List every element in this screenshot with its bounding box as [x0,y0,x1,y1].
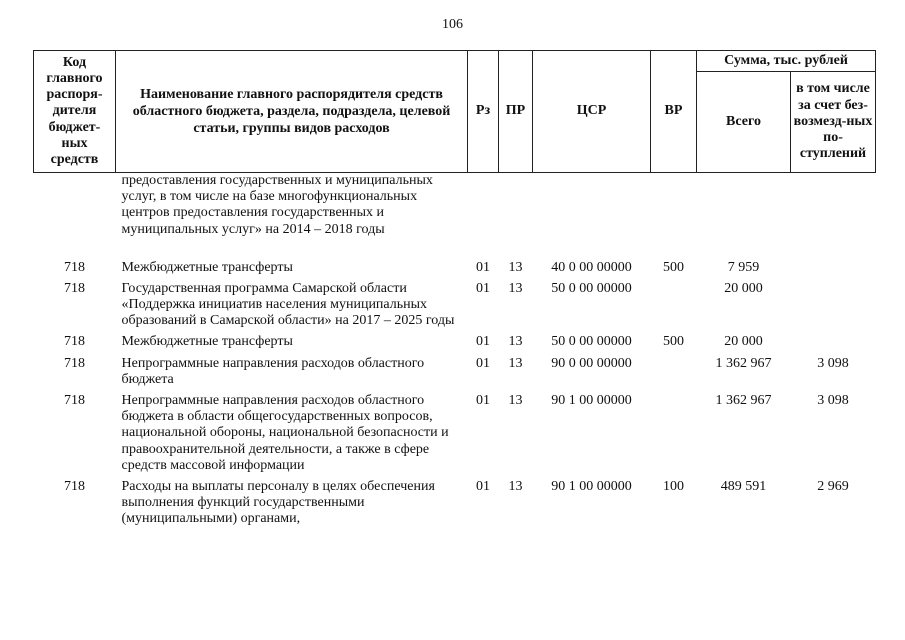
header-name: Наименование главного распорядителя средств областного бюджета, раздела, подраздела, целевой статьи, группы видов расходов [116,51,468,173]
table-row [34,351,876,388]
table-row [34,388,876,474]
header-rz: Рз [468,51,499,173]
cell-pr: 13 [508,259,523,275]
cell-csr: 90 1 00 00000 [551,392,632,408]
cell-name: Государственная программа Самарской области «Поддержка инициатив населения муниципальных образований в Самарской области» на 2017 – 2025 годы [121,280,455,329]
cell-total [697,173,791,255]
table-header [34,51,876,173]
cell-name: Межбюджетные трансферты [121,259,293,275]
cell-grants: 3 098 [817,355,849,371]
cell-csr: 50 0 00 00000 [551,280,632,296]
cell-total: 489 591 [720,478,767,494]
header-total: Всего [697,72,791,173]
table-row [34,255,876,276]
header-csr: ЦСР [533,51,651,173]
cell-vr: 100 [663,478,684,494]
cell-grants: 2 969 [817,478,849,494]
cell-rz: 01 [476,355,490,371]
table-row [34,173,876,255]
cell-name: Непрограммные направления расходов областного бюджета [121,355,425,387]
cell-code: 718 [64,392,85,408]
cell-total: 7 959 [727,259,760,275]
cell-rz: 01 [476,334,490,350]
cell-pr: 13 [508,355,523,371]
cell-name: Непрограммные направления расходов областного бюджета в области общегосударственных вопросов, национальной обороны, национальной безопасности и правоохранительной деятельности, а также в сфере средств массовой информации [121,392,449,473]
cell-grants [791,329,876,350]
cell-total: 1 362 967 [715,355,772,371]
header-code: Код главного распоря-дителя бюджет-ных средств [34,51,116,173]
table-row [34,474,876,528]
cell-vr [651,173,697,255]
cell-vr [651,351,697,388]
cell-code: 718 [64,478,85,494]
cell-code: 718 [64,259,85,275]
cell-vr: 500 [663,334,684,350]
cell-grants [791,255,876,276]
cell-rz [468,173,499,255]
budget-table [33,50,876,528]
cell-name: предоставления государственных и муниципальных услуг, в том числе на базе многофункциональных центров предоставления государственных и муниципальных услуг» на 2014 – 2018 годы [121,173,433,237]
cell-grants [791,276,876,330]
cell-pr: 13 [508,392,523,408]
page-number: 106 [442,17,463,32]
cell-total: 20 000 [724,280,763,296]
cell-csr [533,173,651,255]
cell-csr: 40 0 00 00000 [551,259,632,275]
cell-vr: 500 [663,259,684,275]
table-row [34,329,876,350]
cell-grants [791,173,876,255]
cell-pr: 13 [508,280,523,296]
cell-csr: 50 0 00 00000 [551,334,632,350]
table-body [34,173,876,528]
cell-rz: 01 [476,392,490,408]
cell-csr: 90 1 00 00000 [551,478,632,494]
cell-rz: 01 [476,280,490,296]
cell-name: Расходы на выплаты персоналу в целях обеспечения выполнения функций государственными (муниципальными) органами, [121,478,435,527]
cell-total: 20 000 [724,334,763,350]
cell-code [34,173,116,255]
header-grants: в том числе за счет без-возмезд-ных по-ступлений [791,72,876,173]
cell-vr [651,388,697,474]
cell-pr: 13 [508,334,523,350]
cell-vr [651,276,697,330]
cell-code: 718 [64,334,85,350]
cell-pr [499,173,533,255]
cell-code: 718 [64,280,85,296]
table-row [34,276,876,330]
cell-name: Межбюджетные трансферты [121,334,293,350]
cell-rz: 01 [476,259,490,275]
cell-csr: 90 0 00 00000 [551,355,632,371]
cell-code: 718 [64,355,85,371]
header-vr: ВР [651,51,697,173]
cell-grants: 3 098 [817,392,849,408]
header-pr: ПР [499,51,533,173]
cell-rz: 01 [476,478,490,494]
header-sum-group: Сумма, тыс. рублей [697,51,876,72]
cell-total: 1 362 967 [715,392,772,408]
cell-pr: 13 [508,478,523,494]
